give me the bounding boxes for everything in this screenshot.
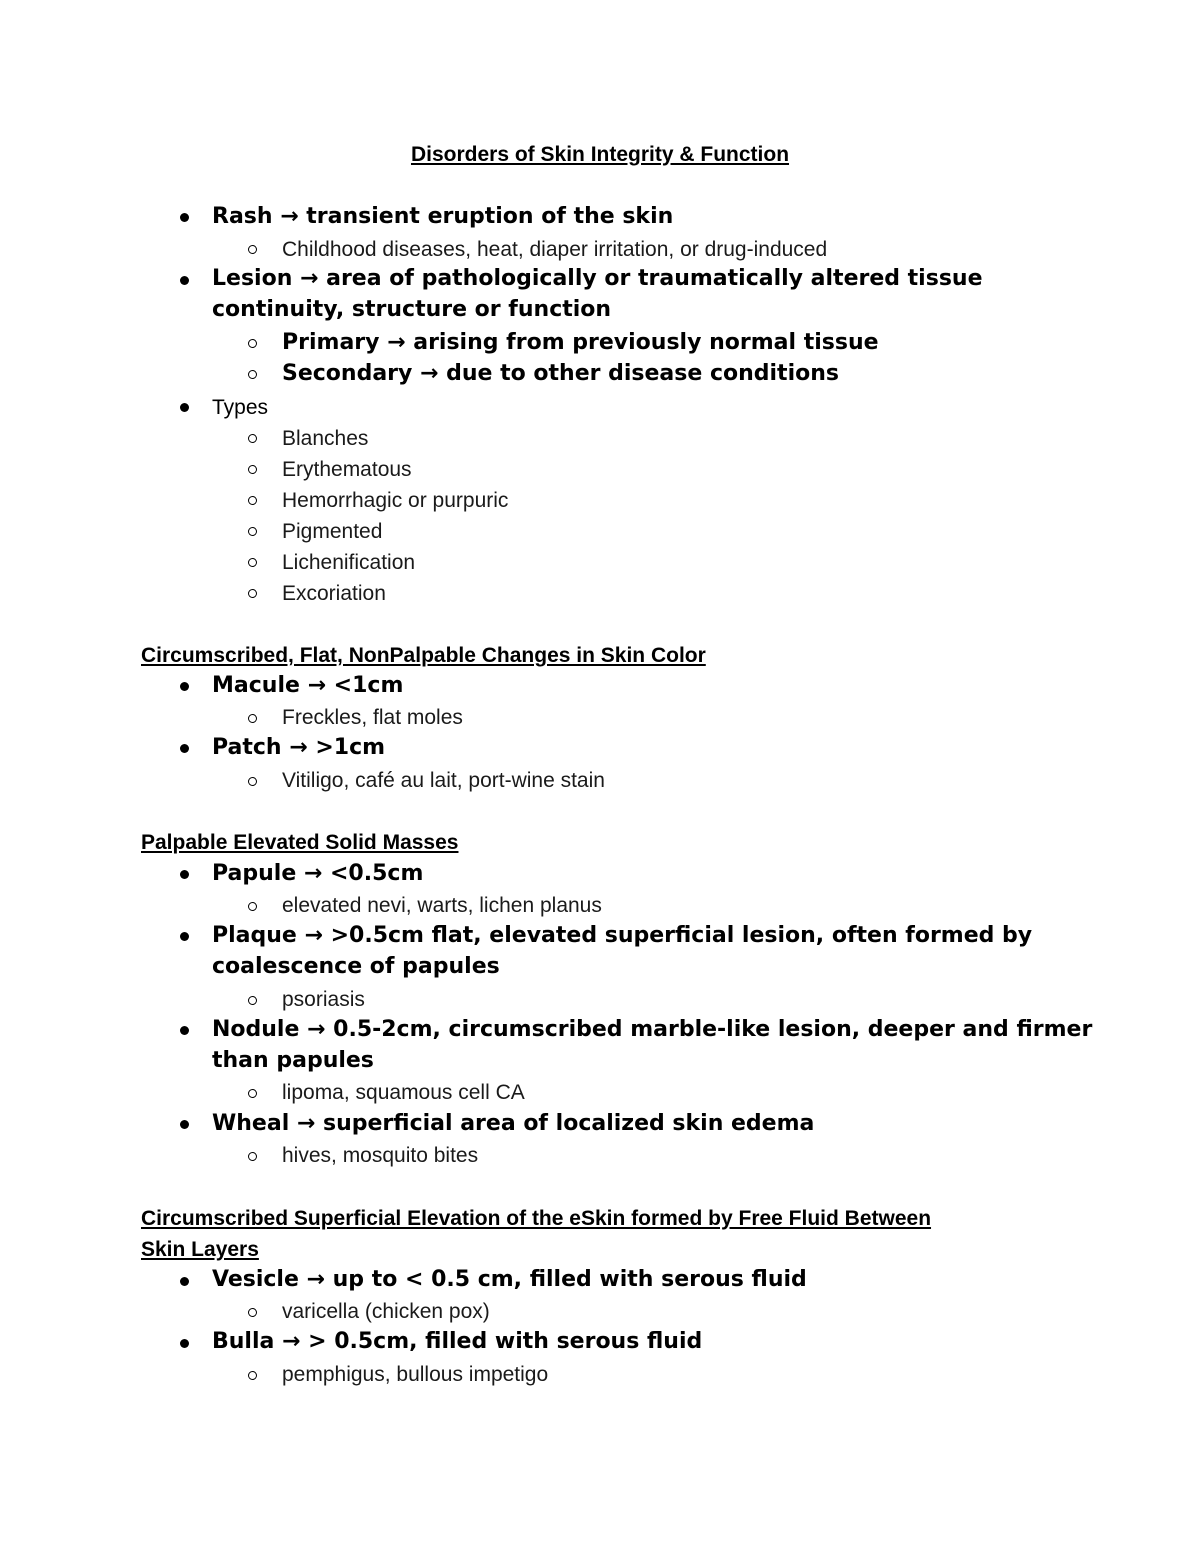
nodule-item: Nodule → 0.5-2cm, circumscribed marble-like lesion, deeper and firmer [212, 1017, 1093, 1042]
bullet-circle [248, 902, 257, 911]
bullet-dot [180, 682, 189, 691]
bullet-circle [248, 465, 257, 474]
document-title: Disorders of Skin Integrity & Function [410, 143, 790, 166]
patch-sub-item: Vitiligo, café au lait, port-wine stain [282, 769, 605, 792]
rash-sub-item: Childhood diseases, heat, diaper irritation, or drug-induced [282, 238, 828, 261]
lesion-item-continued: continuity, structure or function [212, 297, 612, 322]
bullet-dot [180, 932, 189, 941]
nodule-item-continued: than papules [212, 1048, 374, 1073]
section-heading-solid: Palpable Elevated Solid Masses [141, 831, 459, 854]
bullet-circle [248, 714, 257, 723]
type-item: Excoriation [282, 582, 386, 605]
bullet-dot [180, 870, 189, 879]
section-heading-flat: Circumscribed, Flat, NonPalpable Changes in Skin Color [141, 644, 706, 667]
vesicle-item: Vesicle → up to < 0.5 cm, filled with serous fluid [212, 1267, 807, 1292]
papule-sub-item: elevated nevi, warts, lichen planus [282, 894, 602, 917]
type-item: Blanches [282, 427, 369, 450]
bullet-circle [248, 339, 257, 348]
bullet-circle [248, 1308, 257, 1317]
vesicle-sub-item: varicella (chicken pox) [282, 1300, 490, 1323]
bullet-circle [248, 589, 257, 598]
bullet-circle [248, 1089, 257, 1098]
primary-item: Primary → arising from previously normal tissue [282, 330, 879, 355]
bullet-dot [180, 1026, 189, 1035]
type-item: Hemorrhagic or purpuric [282, 489, 509, 512]
bullet-circle [248, 558, 257, 567]
patch-item: Patch → >1cm [212, 735, 386, 760]
bullet-circle [248, 434, 257, 443]
bullet-dot [180, 744, 189, 753]
bullet-dot [180, 403, 189, 412]
bullet-dot [180, 1339, 189, 1348]
bullet-circle [248, 1152, 257, 1161]
bullet-dot [180, 1277, 189, 1286]
wheal-sub-item: hives, mosquito bites [282, 1144, 479, 1167]
bullet-dot [180, 1120, 189, 1129]
bullet-circle [248, 777, 257, 786]
bullet-circle [248, 996, 257, 1005]
papule-item: Papule → <0.5cm [212, 861, 424, 886]
nodule-sub-item: lipoma, squamous cell CA [282, 1081, 525, 1104]
types-item: Types [212, 396, 269, 419]
macule-item: Macule → <1cm [212, 673, 404, 698]
bullet-circle [248, 370, 257, 379]
secondary-item: Secondary → due to other disease conditions [282, 361, 839, 386]
type-item: Erythematous [282, 458, 412, 481]
bullet-circle [248, 245, 257, 254]
macule-sub-item: Freckles, flat moles [282, 706, 463, 729]
wheal-item: Wheal → superficial area of localized skin edema [212, 1111, 815, 1136]
bullet-circle [248, 527, 257, 536]
bullet-dot [180, 213, 189, 222]
plaque-item-continued: coalescence of papules [212, 954, 500, 979]
bulla-sub-item: pemphigus, bullous impetigo [282, 1363, 549, 1386]
rash-item: Rash → transient eruption of the skin [212, 204, 674, 229]
section-heading-fluid-continued: Skin Layers [141, 1238, 259, 1261]
bulla-item: Bulla → > 0.5cm, filled with serous fluid [212, 1329, 703, 1354]
type-item: Pigmented [282, 520, 383, 543]
plaque-sub-item: psoriasis [282, 988, 365, 1011]
bullet-circle [248, 1371, 257, 1380]
lesion-item: Lesion → area of pathologically or traumatically altered tissue [212, 266, 983, 291]
bullet-dot [180, 276, 189, 285]
plaque-item: Plaque → >0.5cm flat, elevated superficial lesion, often formed by [212, 923, 1033, 948]
bullet-circle [248, 496, 257, 505]
type-item: Lichenification [282, 551, 416, 574]
section-heading-fluid: Circumscribed Superficial Elevation of the eSkin formed by Free Fluid Between [141, 1207, 932, 1230]
